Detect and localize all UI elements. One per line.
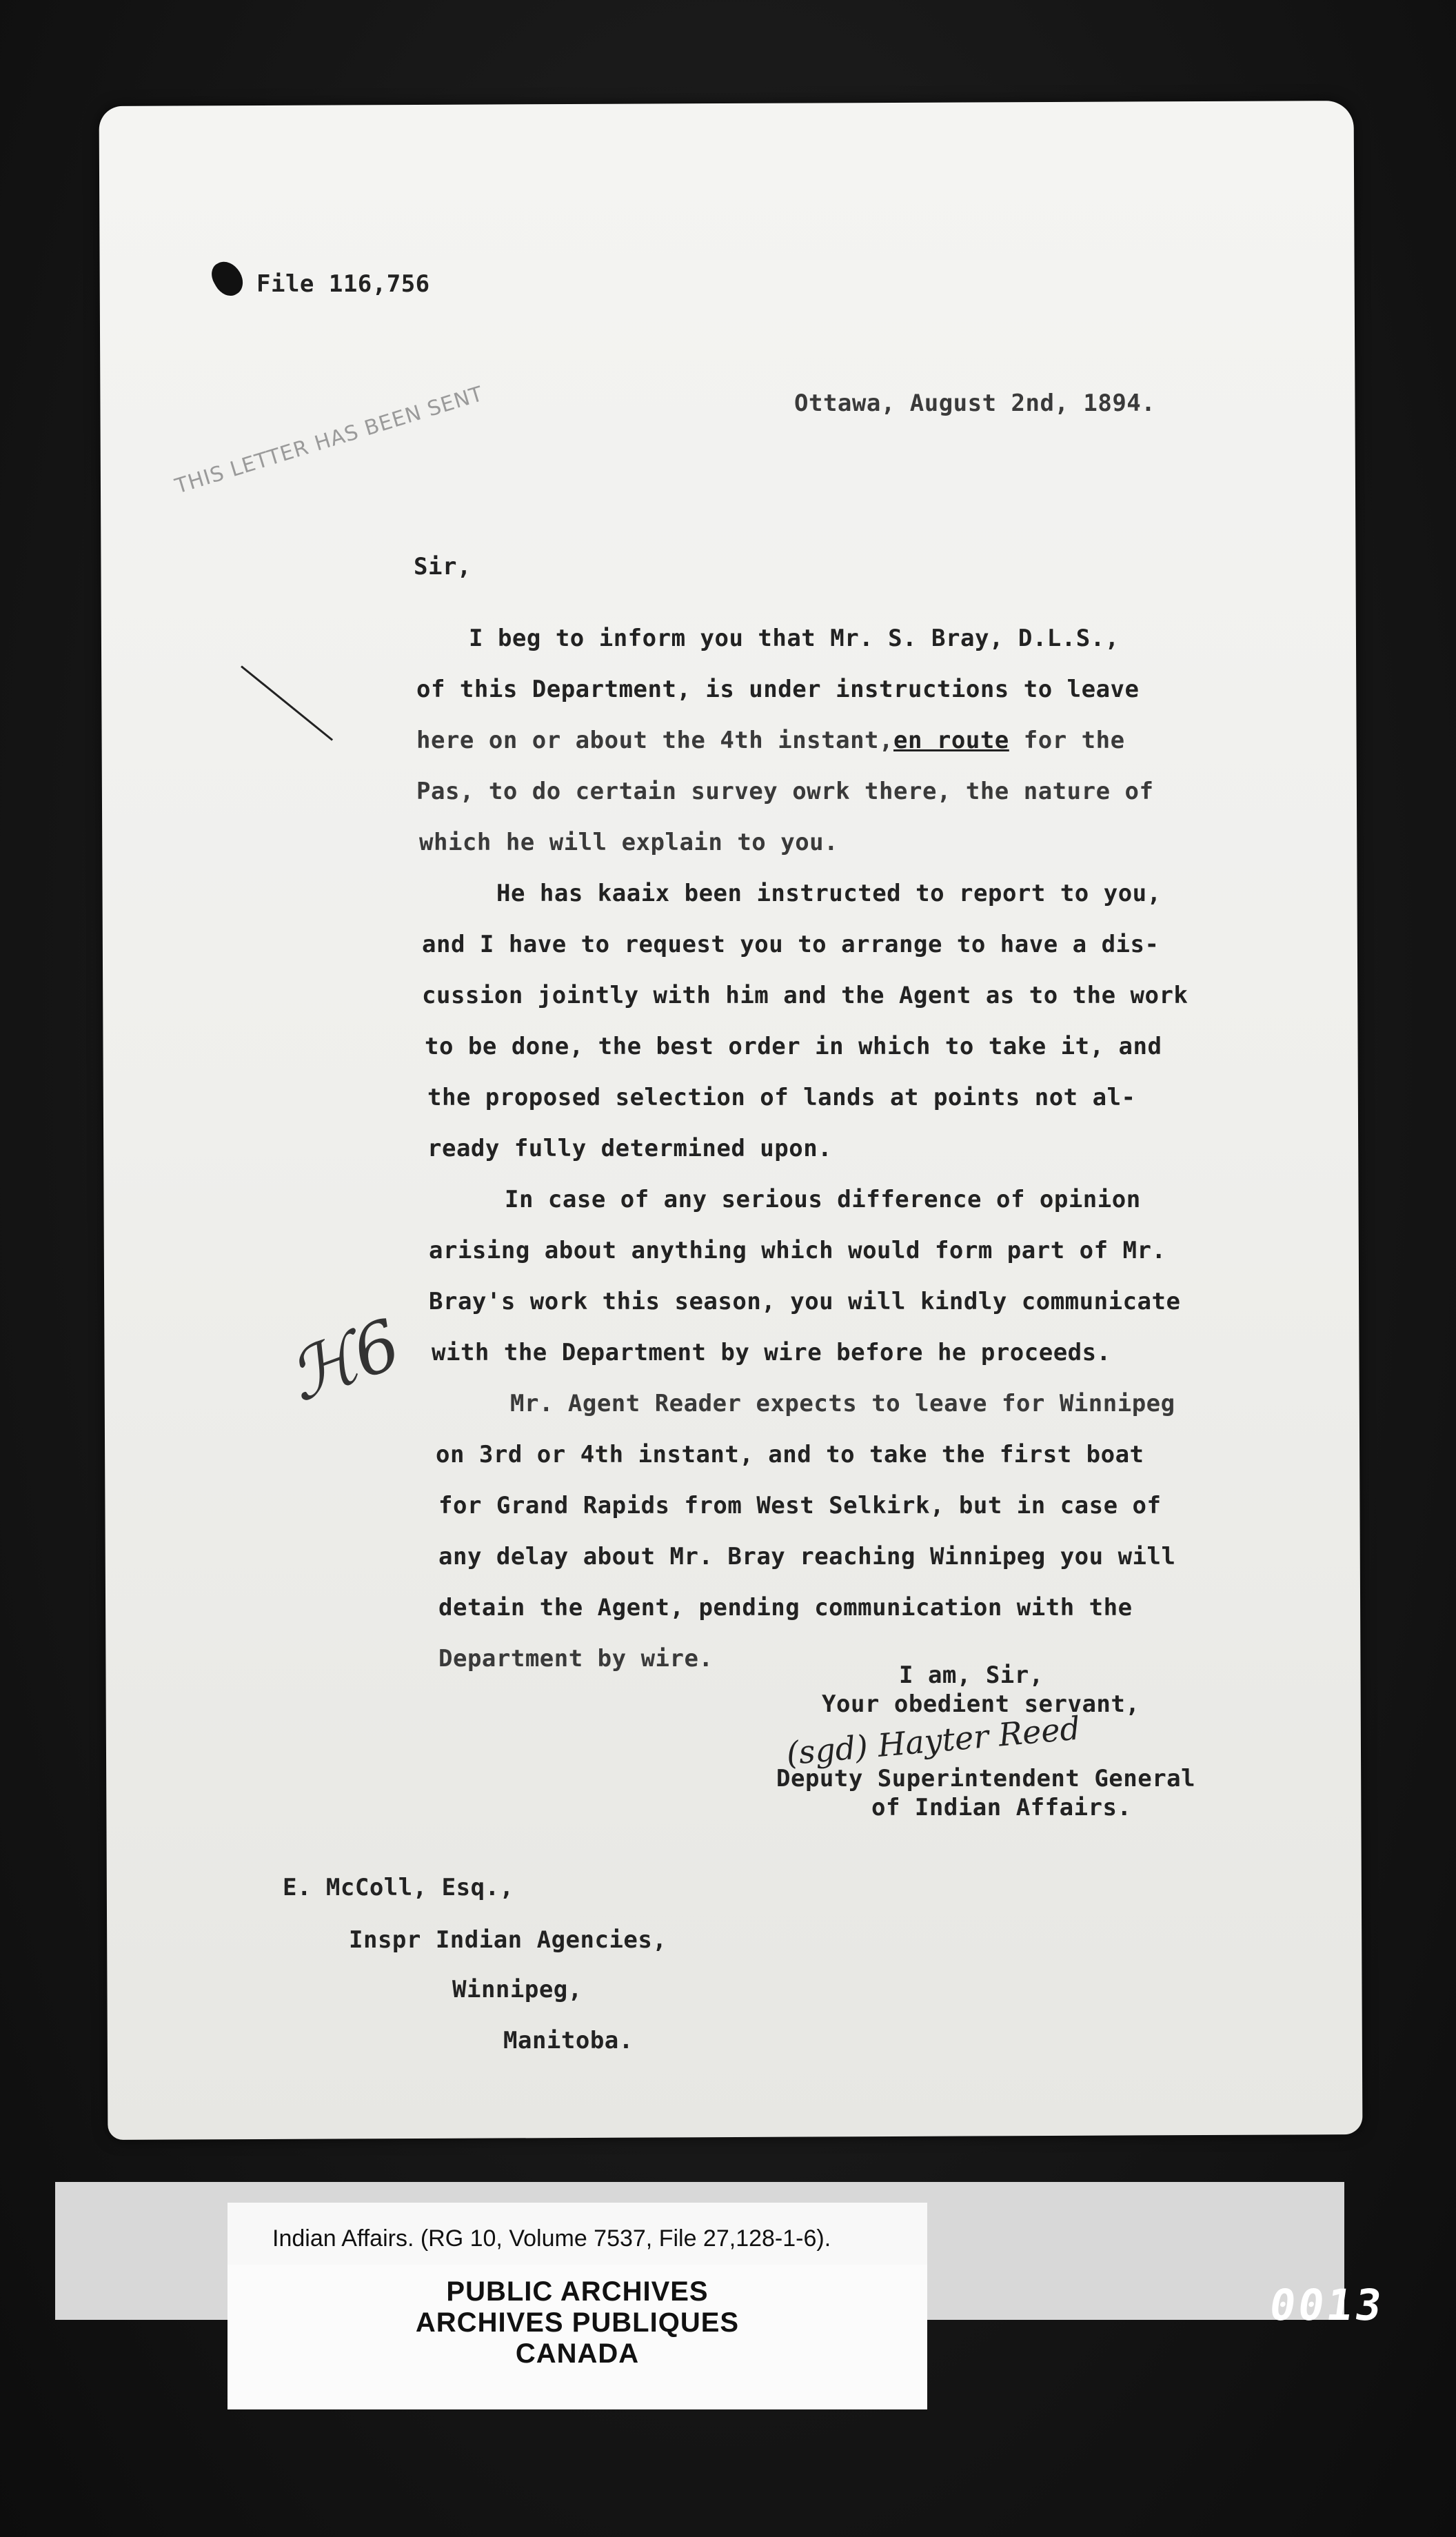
addressee-line: Manitoba. [503,2027,634,2054]
file-reference: File 116,756 [256,270,430,298]
body-line: detain the Agent, pending communication with the [438,1594,1133,1621]
addressee-line: Inspr Indian Agencies, [349,1926,667,1954]
addressee-line: E. McColl, Esq., [283,1874,514,1901]
closing-line: Your obedient servant, [822,1690,1140,1718]
body-line: I beg to inform you that Mr. S. Bray, D.L.S., [469,625,1120,652]
body-line-part: for the [1009,727,1125,754]
salutation: Sir, [414,553,472,580]
sent-stamp: THIS LETTER HAS BEEN SENT [172,381,487,499]
body-line: He has kaaix been instructed to report to you, [496,880,1162,907]
dateline: Ottawa, August 2nd, 1894. [794,390,1156,417]
body-line: to be done, the best order in which to take it, and [425,1033,1162,1060]
body-line: the proposed selection of lands at points not al- [427,1084,1136,1111]
body-line: and I have to request you to arrange to have a dis- [422,931,1160,958]
en-route-underlined: en route [893,727,1009,754]
frame-number: 0013 [1266,2280,1388,2330]
body-line: arising about anything which would form part of Mr. [429,1237,1166,1264]
body-line: Pas, to do certain survey owrk there, the nature of [416,778,1154,805]
body-line: Department by wire. [438,1645,714,1672]
body-line: Bray's work this season, you will kindly communicate [429,1288,1181,1315]
closing-line: I am, Sir, [899,1661,1044,1689]
body-line: In case of any serious difference of opinion [505,1186,1141,1213]
body-line-part: here on or about the 4th instant, [416,727,894,754]
body-line: ready fully determined upon. [427,1135,833,1162]
letter-page [99,101,1363,2140]
archive-line-fr: ARCHIVES PUBLIQUES [415,2307,740,2338]
body-line: on 3rd or 4th instant, and to take the first boat [436,1441,1144,1468]
addressee-line: Winnipeg, [452,1976,583,2003]
archive-line-en: PUBLIC ARCHIVES [446,2276,709,2307]
body-line: with the Department by wire before he proceeds. [432,1339,1111,1366]
body-line: Mr. Agent Reader expects to leave for Winnipeg [510,1390,1175,1417]
body-line: which he will explain to you. [419,829,839,856]
body-line: of this Department, is under instructions to leave [416,676,1140,703]
body-line: any delay about Mr. Bray reaching Winnipeg you will [438,1543,1176,1570]
signatory-title: of Indian Affairs. [871,1794,1132,1821]
body-line: for Grand Rapids from West Selkirk, but in case of [438,1492,1162,1519]
signature: (sgd) Hayter Reed [785,1709,1082,1772]
archive-line-country: CANADA [515,2338,640,2369]
body-line [416,727,1125,754]
margin-handwritten-mark: ℋ6 [277,1303,411,1418]
body-line: cussion jointly with him and the Agent as to the work [422,982,1189,1009]
archive-citation: Indian Affairs. (RG 10, Volume 7537, File 27,128-1-6). [272,2225,831,2252]
signatory-title: Deputy Superintendent General [776,1765,1196,1792]
